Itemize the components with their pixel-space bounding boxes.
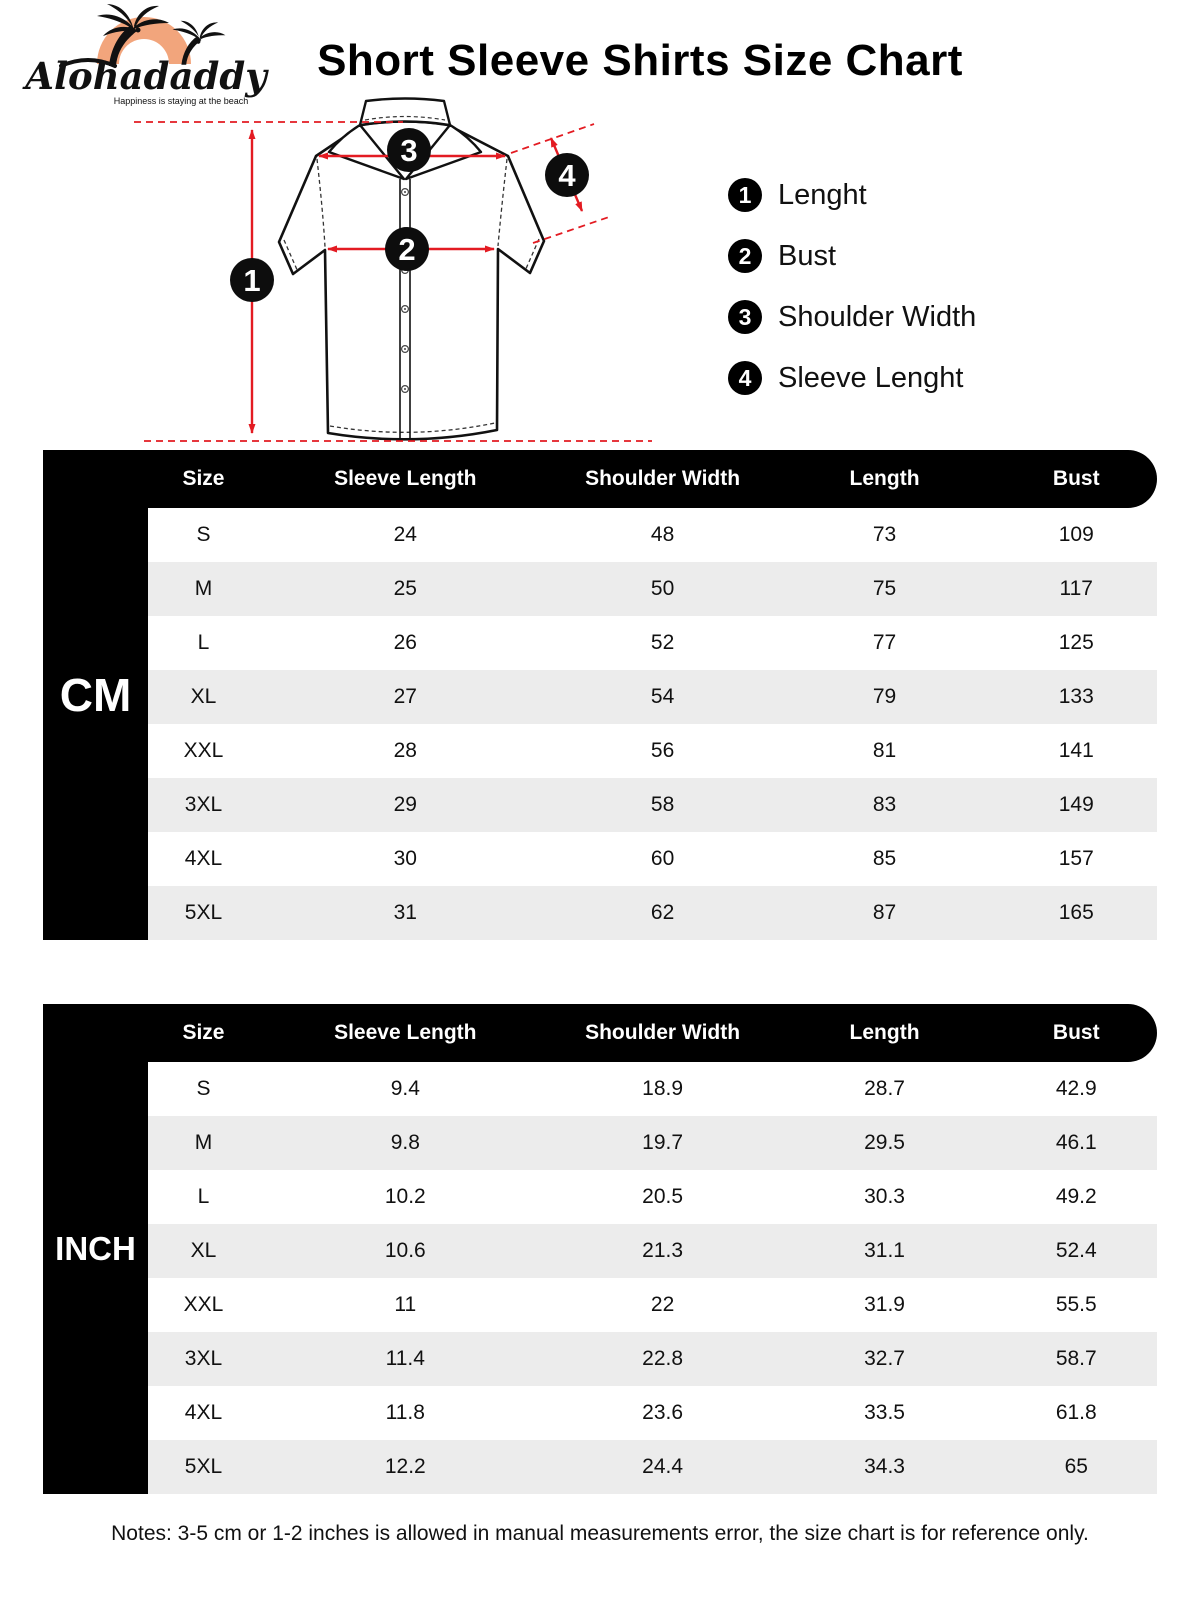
brand-name: Alohadaddy xyxy=(25,54,267,98)
measurement-value: 31.1 xyxy=(864,1239,905,1262)
measurement-value: 24.4 xyxy=(642,1455,684,1478)
size-table-inch xyxy=(43,1004,1157,1494)
measurement-value: 73 xyxy=(872,523,897,546)
table-row-l xyxy=(148,616,1157,670)
measurement-value: 157 xyxy=(1058,847,1094,870)
table-row-m xyxy=(148,1116,1157,1170)
legend-item-sleeve-length xyxy=(728,357,976,399)
measurement-value: 11.4 xyxy=(385,1347,425,1370)
table-row-l xyxy=(148,1170,1157,1224)
shirt-diagram-icon xyxy=(120,92,660,450)
measurement-value: 30.3 xyxy=(864,1185,905,1208)
table-row-3xl xyxy=(148,1332,1157,1386)
measurement-value: 62 xyxy=(650,901,675,924)
measurement-value: 28 xyxy=(393,739,417,762)
measurement-value: 20.5 xyxy=(642,1185,684,1208)
measurement-value: 87 xyxy=(872,901,897,924)
measurement-value: 24 xyxy=(393,523,417,546)
table-row-s xyxy=(148,508,1157,562)
measurement-value: 27 xyxy=(393,685,417,708)
measurement-value: 31.9 xyxy=(864,1293,905,1316)
measurement-value: 33.5 xyxy=(864,1401,905,1424)
measurement-value: 10.2 xyxy=(384,1185,426,1208)
measurement-value: 34.3 xyxy=(864,1455,905,1478)
svg-text:3: 3 xyxy=(400,133,418,168)
svg-text:2: 2 xyxy=(398,232,416,267)
measurement-value: 58 xyxy=(650,793,675,816)
page-header xyxy=(0,0,1200,106)
measurement-value: 10.6 xyxy=(384,1239,426,1262)
column-header-size: Size xyxy=(182,467,225,490)
measurement-value: 46.1 xyxy=(1055,1131,1097,1154)
measurement-value: 165 xyxy=(1058,901,1094,924)
table-body-cm xyxy=(148,508,1157,940)
measurement-value: 25 xyxy=(393,577,417,600)
measurement-value: 12.2 xyxy=(384,1455,426,1478)
measurement-value: 54 xyxy=(650,685,675,708)
column-header-bust: Bust xyxy=(1052,1021,1100,1044)
diagram-marker-2 xyxy=(385,227,429,271)
size-label: XL xyxy=(190,685,217,708)
legend-label: Shoulder Width xyxy=(778,300,977,333)
measurement-value: 75 xyxy=(872,577,897,600)
measurement-value: 26 xyxy=(393,631,417,654)
table-row-3xl xyxy=(148,778,1157,832)
size-label: 5XL xyxy=(184,1455,223,1478)
column-header-size: Size xyxy=(182,1021,225,1044)
measurement-value: 55.5 xyxy=(1055,1293,1097,1316)
measurement-value: 22.8 xyxy=(642,1347,684,1370)
size-label: 5XL xyxy=(184,901,223,924)
measurement-value: 125 xyxy=(1058,631,1094,654)
column-header-length: Length xyxy=(849,1021,920,1044)
table-header-row-inch xyxy=(43,1004,1157,1062)
legend-label: Bust xyxy=(778,239,837,272)
measurement-value: 50 xyxy=(650,577,675,600)
measurement-value: 85 xyxy=(872,847,897,870)
size-label: XXL xyxy=(183,1293,224,1316)
measurement-value: 109 xyxy=(1058,523,1094,546)
size-label: XL xyxy=(190,1239,217,1262)
measurement-value: 52 xyxy=(650,631,675,654)
legend-number-4-icon: 4 xyxy=(728,361,762,395)
measurement-value: 77 xyxy=(872,631,897,654)
measurement-value: 49.2 xyxy=(1055,1185,1097,1208)
svg-text:4: 4 xyxy=(558,158,576,193)
measurement-value: 65 xyxy=(1064,1455,1088,1478)
size-label: 4XL xyxy=(184,1401,223,1424)
table-body-inch xyxy=(148,1062,1157,1494)
column-header-length: Length xyxy=(849,467,920,490)
size-label: 3XL xyxy=(184,1347,223,1370)
measurement-value: 149 xyxy=(1058,793,1094,816)
table-header-row-cm xyxy=(43,450,1157,508)
measurement-value: 11.8 xyxy=(385,1401,425,1424)
measurement-value: 42.9 xyxy=(1055,1077,1097,1100)
measurement-value: 79 xyxy=(872,685,897,708)
table-row-m xyxy=(148,562,1157,616)
measurement-value: 56 xyxy=(650,739,675,762)
size-label: 3XL xyxy=(184,793,223,816)
column-header-sleeve-length: Sleeve Length xyxy=(334,467,477,490)
measurement-value: 21.3 xyxy=(642,1239,684,1262)
column-header-shoulder-width: Shoulder Width xyxy=(585,467,741,490)
measurement-value: 28.7 xyxy=(864,1077,905,1100)
legend-number-1-icon: 1 xyxy=(728,178,762,212)
legend-label: Sleeve Lenght xyxy=(778,361,964,394)
notes-text: Notes: 3-5 cm or 1-2 inches is allowed in manual measurements error, the size chart is for reference only. xyxy=(111,1522,1089,1545)
diagram-marker-4 xyxy=(545,153,589,197)
size-label: 4XL xyxy=(184,847,223,870)
diagram-marker-1 xyxy=(230,258,274,302)
measurement-value: 9.8 xyxy=(390,1131,420,1154)
size-label: M xyxy=(194,577,213,600)
legend-item-bust xyxy=(728,235,976,277)
measurement-legend xyxy=(728,174,976,418)
table-row-4xl xyxy=(148,832,1157,886)
measurement-value: 83 xyxy=(872,793,897,816)
diagram-marker-3 xyxy=(387,128,431,172)
measurement-value: 11 xyxy=(394,1293,417,1316)
unit-label-cm: CM xyxy=(43,450,148,940)
brand-tagline: Happiness is staying at the beach xyxy=(113,96,249,106)
unit-label-inch: INCH xyxy=(43,1004,148,1494)
measurement-value: 48 xyxy=(650,523,675,546)
measurement-value: 58.7 xyxy=(1055,1347,1097,1370)
measurement-value: 9.4 xyxy=(390,1077,420,1100)
measurement-value: 29.5 xyxy=(864,1131,905,1154)
legend-number-3-icon: 3 xyxy=(728,300,762,334)
measurement-value: 81 xyxy=(872,739,897,762)
measurement-value: 32.7 xyxy=(864,1347,905,1370)
table-row-s xyxy=(148,1062,1157,1116)
table-row-5xl xyxy=(148,886,1157,940)
column-header-sleeve-length: Sleeve Length xyxy=(334,1021,477,1044)
legend-item-length xyxy=(728,174,976,216)
measurement-value: 19.7 xyxy=(642,1131,684,1154)
table-row-5xl xyxy=(148,1440,1157,1494)
measurement-value: 18.9 xyxy=(642,1077,684,1100)
table-row-4xl xyxy=(148,1386,1157,1440)
size-label: S xyxy=(196,1077,211,1100)
measurement-value: 117 xyxy=(1059,577,1093,600)
measurement-value: 52.4 xyxy=(1055,1239,1097,1262)
measurement-value: 30 xyxy=(393,847,417,870)
legend-item-shoulder-width xyxy=(728,296,976,338)
column-header-bust: Bust xyxy=(1052,467,1100,490)
size-label: M xyxy=(194,1131,213,1154)
measurement-diagram-section xyxy=(0,92,1200,450)
measurement-value: 141 xyxy=(1058,739,1094,762)
size-label: L xyxy=(197,1185,210,1208)
table-row-xxl xyxy=(148,1278,1157,1332)
size-label: XXL xyxy=(183,739,224,762)
svg-text:1: 1 xyxy=(243,263,261,298)
page-title: Short Sleeve Shirts Size Chart xyxy=(317,36,963,85)
table-row-xxl xyxy=(148,724,1157,778)
measurement-value: 61.8 xyxy=(1055,1401,1097,1424)
measurement-value: 23.6 xyxy=(642,1401,684,1424)
legend-number-2-icon: 2 xyxy=(728,239,762,273)
size-label: S xyxy=(196,523,211,546)
size-table-cm xyxy=(43,450,1157,940)
measurement-value: 31 xyxy=(393,901,417,924)
table-row-xl xyxy=(148,1224,1157,1278)
measurement-value: 60 xyxy=(650,847,675,870)
size-label: L xyxy=(197,631,210,654)
measurement-value: 22 xyxy=(650,1293,675,1316)
measurement-value: 133 xyxy=(1058,685,1094,708)
legend-label: Lenght xyxy=(778,178,867,211)
column-header-shoulder-width: Shoulder Width xyxy=(585,1021,741,1044)
table-row-xl xyxy=(148,670,1157,724)
measurement-value: 29 xyxy=(393,793,417,816)
